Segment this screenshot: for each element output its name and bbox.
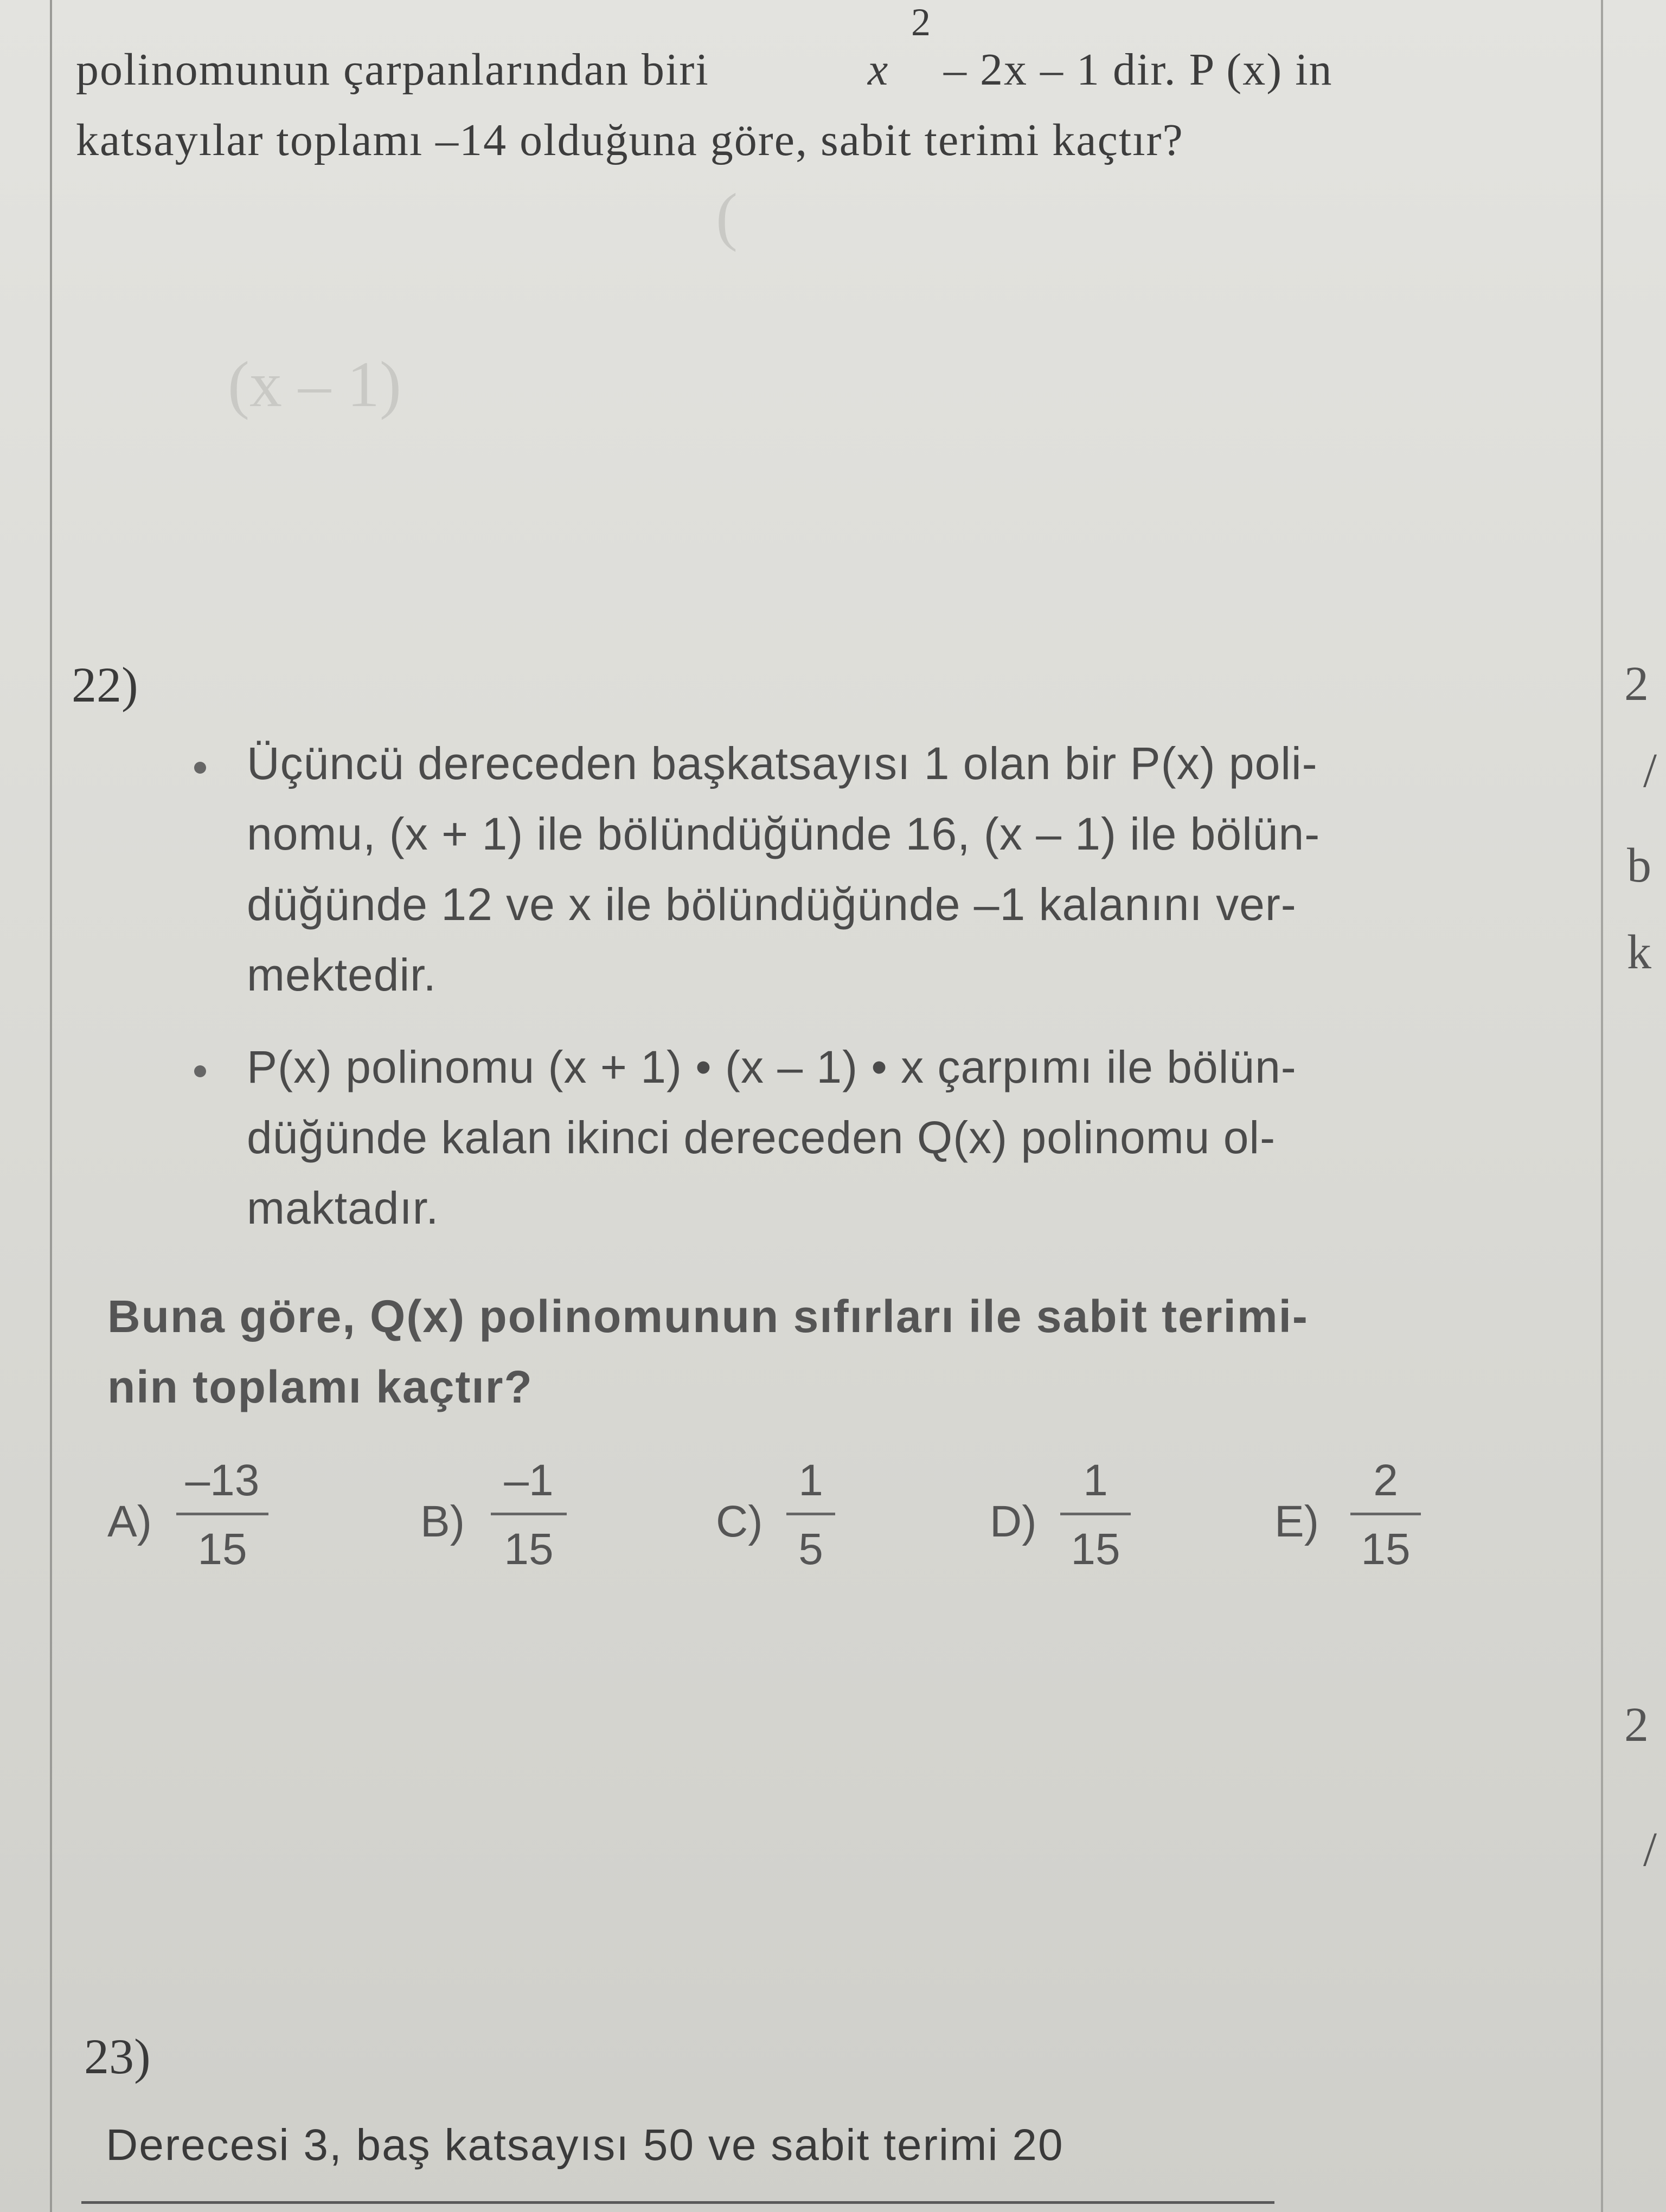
q22-question-line2: nin toplamı kaçtır? [107,1361,533,1412]
q21-line1-text: polinomunun çarpanlarından biri [76,44,709,95]
q22-b2-line2: düğünde kalan ikinci dereceden Q(x) polinomu ol- [247,1112,1276,1163]
q21-line1 [76,43,709,96]
right-column-fragment: / [1643,1823,1657,1876]
bullet-dot [194,1065,206,1077]
option-c-fraction [786,1458,835,1572]
option-b-numerator: –1 [504,1456,554,1505]
q22-number: 22) [72,657,138,712]
option-b-label: B) [420,1497,465,1546]
option-d-label: D) [990,1497,1037,1546]
fraction-bar [1350,1513,1421,1515]
option-c-label: C) [716,1497,763,1546]
right-column-fragment: k [1627,925,1651,979]
option-e-label: E) [1274,1497,1319,1546]
option-a-label: A) [107,1497,152,1546]
option-b-denominator: 15 [504,1525,554,1574]
option-a-denominator: 15 [197,1525,247,1574]
q21-line1-rest: – 2x – 1 dir. P (x) in [944,44,1333,95]
right-column-fragment: 2 [1624,1698,1649,1752]
option-e-denominator: 15 [1361,1525,1411,1574]
option-c-denominator: 5 [798,1525,823,1574]
option-b-fraction [491,1458,567,1572]
option-d-numerator: 1 [1083,1456,1108,1505]
q23-text: Derecesi 3, baş katsayısı 50 ve sabit terimi 20 [106,2120,1064,2170]
bullet-dot [194,762,206,774]
q22-question-line1: Buna göre, Q(x) polinomunun sıfırları ile sabit terimi- [107,1291,1309,1342]
q22-b1-line2: nomu, (x + 1) ile bölündüğünde 16, (x – 1) ile bölün- [247,808,1321,859]
q21-line2: katsayılar toplamı –14 olduğuna göre, sabit terimi kaçtır? [76,115,1184,165]
q22-b1-line3: düğünde 12 ve x ile bölündüğünde –1 kalanını ver- [247,879,1297,930]
q22-b2-line1: P(x) polinomu (x + 1) • (x – 1) • x çarpımı ile bölün- [247,1041,1297,1092]
q22-b1-line1: Üçüncü dereceden başkatsayısı 1 olan bir P(x) poli- [247,738,1318,789]
q23-number: 23) [84,2029,151,2084]
right-column-fragment: b [1627,839,1651,892]
fraction-bar [176,1513,268,1515]
q22-b1-line4: mektedir. [247,949,437,1000]
option-d-denominator: 15 [1071,1525,1120,1574]
pencil-mark: ( [716,180,738,252]
underline [81,2201,1274,2204]
q21-exponent: 2 [911,1,931,44]
q21-factor-x [868,43,889,96]
left-column-border [50,0,52,2212]
fraction-bar [1060,1513,1131,1515]
right-column-border [1601,0,1603,2212]
option-a-fraction [176,1458,268,1572]
right-column-fragment: 2 [1624,657,1649,711]
option-d-fraction [1060,1458,1131,1572]
pencil-mark: (x – 1) [228,348,401,420]
fraction-bar [491,1513,567,1515]
fraction-bar [786,1513,835,1515]
option-e-numerator: 2 [1373,1456,1398,1505]
option-c-numerator: 1 [798,1456,823,1505]
option-a-numerator: –13 [185,1456,260,1505]
q22-b2-line3: maktadır. [247,1182,439,1233]
q21-variable: x [868,44,889,95]
right-column-fragment: / [1643,744,1657,798]
option-e-fraction [1350,1458,1421,1572]
